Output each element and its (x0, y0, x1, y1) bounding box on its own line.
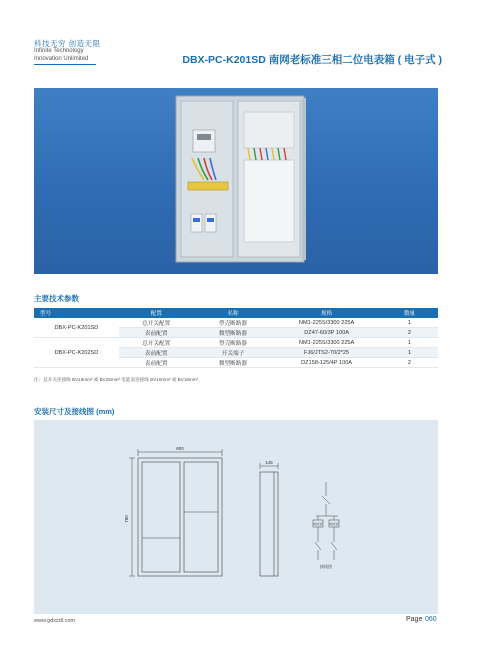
table-row (34, 338, 438, 348)
footer-page-label: Page (406, 616, 423, 623)
spec-cell: NM1-225S/3300 225A (272, 318, 381, 328)
model-cell: DBX-PC-K202SD (34, 338, 119, 368)
name-cell: 塑壳断路器 (194, 318, 273, 328)
name-cell: 塑壳断路器 (194, 338, 273, 348)
qty-cell: 2 (381, 358, 438, 368)
dimension-section-title: 安装尺寸及接线图 (mm) (34, 407, 115, 416)
spec-cell: NM1-225S/3300 225A (272, 338, 381, 348)
brand-slogan-cn: 科技无穷 创造无限 (34, 39, 101, 48)
qty-cell: 2 (381, 328, 438, 338)
brand-slogan-en-line1: Infinite Technology (34, 48, 84, 54)
name-cell: 微型断路器 (194, 358, 273, 368)
spec-table-header-row (34, 308, 438, 318)
spec-table (34, 308, 438, 368)
brand-slogan-en-line2: Innovation Unlimited (34, 56, 89, 62)
meter-box-illustration (34, 88, 438, 274)
col-header-spec: 规格 (272, 308, 381, 318)
model-cell: DBX-PC-K201SD (34, 318, 119, 338)
name-cell: 微型断路器 (194, 328, 273, 338)
side-view (260, 472, 278, 576)
col-header-config: 配置 (119, 308, 194, 318)
qty-cell: 1 (381, 348, 438, 358)
table-note: 注：总开关连接线 BV16mm² 或 BV25mm² 电能表连接线 BV10mm² 或 BV16mm² (34, 377, 199, 382)
height-dimension-line (129, 458, 135, 576)
width-dimension-label: 600 (176, 446, 184, 451)
config-cell: 总开关配置 (119, 318, 194, 328)
front-view (138, 458, 222, 576)
meter-label-2: 电能表 (329, 522, 339, 526)
qty-cell: 1 (381, 318, 438, 328)
spec-cell: DZ47-60/3P 100A (272, 328, 381, 338)
dimension-drawing-svg (34, 420, 438, 614)
table-row (34, 318, 438, 328)
wiring-diagram (313, 482, 339, 560)
config-cell: 表前配置 (119, 348, 194, 358)
spec-cell: FJ6/JTS2-70/2*25 (272, 348, 381, 358)
dimension-drawing (34, 420, 438, 614)
name-cell: 开关端子 (194, 348, 273, 358)
height-dimension-label: 780 (124, 515, 129, 523)
product-photo (34, 88, 438, 274)
spec-section-title: 主要技术参数 (34, 294, 79, 303)
config-cell: 表前配置 (119, 328, 194, 338)
brand-divider (34, 64, 96, 65)
config-cell: 表前配置 (119, 358, 194, 368)
page-title: DBX-PC-K201SD 南网老标准三相二位电表箱 ( 电子式 ) (182, 54, 442, 66)
config-cell: 总开关配置 (119, 338, 194, 348)
footer-page-number: 060 (425, 616, 437, 623)
qty-cell: 1 (381, 338, 438, 348)
depth-dimension-label: 145 (265, 460, 273, 465)
wiring-diagram-label: 接线图 (320, 564, 332, 569)
col-header-qty: 数量 (381, 308, 438, 318)
footer-url: www.gdxzdl.com (34, 618, 75, 624)
col-header-model: 型号 (34, 308, 119, 318)
col-header-name: 名称 (194, 308, 273, 318)
meter-label-1: 电能表 (313, 522, 323, 526)
spec-cell: DZ158-125/4P 100A (272, 358, 381, 368)
